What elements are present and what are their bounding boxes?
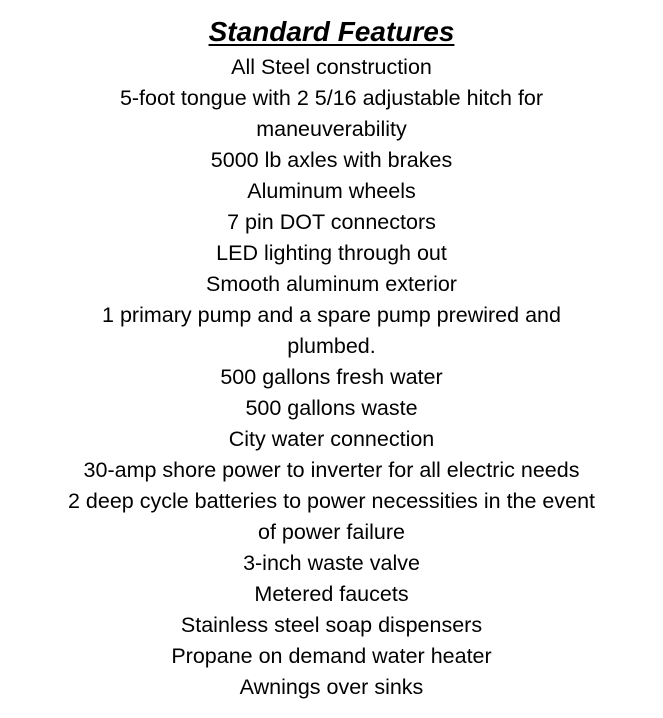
feature-item: 7 pin DOT connectors (227, 210, 436, 234)
feature-list (0, 52, 663, 703)
feature-item: 2 deep cycle batteries to power necessities in the event of power failure (67, 489, 596, 544)
feature-item: 1 primary pump and a spare pump prewired and plumbed. (102, 303, 561, 358)
feature-item: 5-foot tongue with 2 5/16 adjustable hitch for maneuverability (119, 86, 544, 141)
feature-item: Smooth aluminum exterior (206, 272, 457, 296)
feature-item: 30-amp shore power to inverter for all electric needs (83, 458, 580, 482)
feature-item: City water connection (228, 427, 435, 451)
feature-item: All Steel construction (231, 55, 432, 79)
feature-item: Aluminum wheels (247, 179, 416, 203)
feature-item: Propane on demand water heater (171, 644, 492, 668)
feature-item: Awnings over sinks (239, 675, 424, 699)
feature-item: Stainless steel soap dispensers (180, 613, 483, 637)
document (0, 12, 663, 703)
page-title: Standard Features (208, 16, 455, 47)
feature-item: Metered faucets (254, 582, 409, 606)
feature-item: 500 gallons fresh water (220, 365, 443, 389)
feature-item: 500 gallons waste (245, 396, 418, 420)
feature-item: 3-inch waste valve (243, 551, 420, 575)
feature-item: 5000 lb axles with brakes (210, 148, 453, 172)
feature-item: LED lighting through out (216, 241, 447, 265)
